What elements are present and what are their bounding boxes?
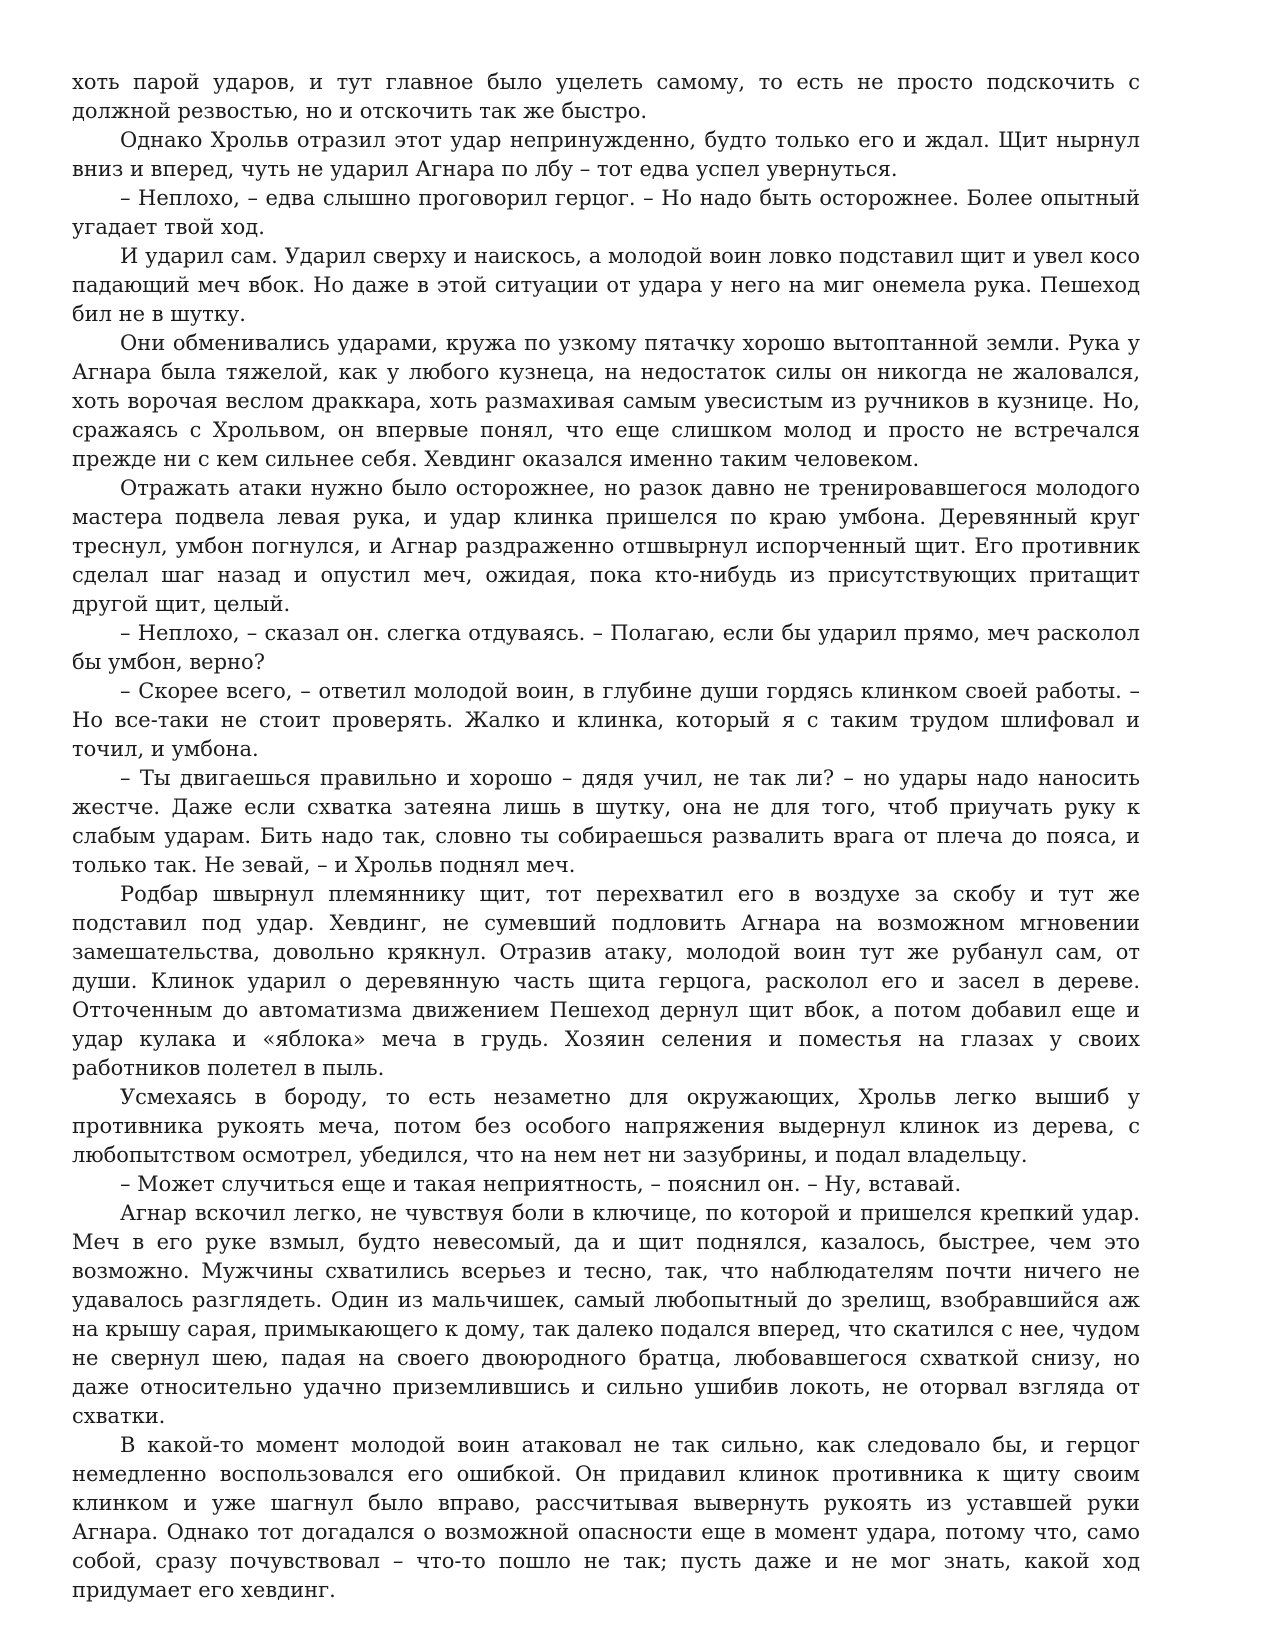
paragraph-1: хоть парой ударов, и тут главное было уцелеть самому, то есть не просто подскочить с должной резвостью, но и отскочить так же быстро. [72,70,1140,123]
paragraph-4: И ударил сам. Ударил сверху и наискось, а молодой воин ловко подставил щит и увел косо падающий меч вбок. Но даже в этой ситуации от удара у него на миг онемела рука. Пешеход бил не в шутку. [72,244,1140,326]
paragraph-5: Они обменивались ударами, кружа по узкому пятачку хорошо вытоптанной земли. Рука у Агнара была тяжелой, как у любого кузнеца, на недостаток силы он никогда не жаловался, хоть ворочая веслом драккара, хоть размахивая самым увесистым из ручников в кузнице. Но, сражаясь с Хрольвом, он впервые понял, что еще слишком молод и просто не встречался прежде ни с кем сильнее себя. Хевдинг оказался именно таким человеком. [72,331,1140,471]
paragraph-6: Отражать атаки нужно было осторожнее, но разок давно не тренировавшегося молодого мастера подвела левая рука, и удар клинка пришелся по краю умбона. Деревянный круг треснул, умбон погнулся, и Агнар раздраженно отшвырнул испорченный щит. Его противник сделал шаг назад и опустил меч, ожидая, пока кто-нибудь из присутствующих притащит другой щит, целый. [72,476,1140,616]
paragraph-10: Родбар швырнул племяннику щит, тот перехватил его в воздухе за скобу и тут же подставил под удар. Хевдинг, не сумевший подловить Агнара на возможном мгновении замешательства, довольно крякнул. Отразив атаку, молодой воин тут же рубанул сам, от души. Клинок ударил о деревянную часть щита герцога, расколол его и засел в дереве. Отточенным до автоматизма движением Пешеход дернул щит вбок, а потом добавил еще и удар кулака и «яблока» меча в грудь. Хозяин селения и поместья на глазах у своих работников полетел в пыль. [72,882,1140,1080]
paragraph-3: – Неплохо, – едва слышно проговорил герцог. – Но надо быть осторожнее. Более опытный угадает твой ход. [72,186,1140,239]
paragraph-12: – Может случиться еще и такая неприятность, – пояснил он. – Ну, вставай. [120,1172,962,1196]
page-body [72,68,1140,1605]
paragraph-9: – Ты двигаешься правильно и хорошо – дядя учил, не так ли? – но удары надо наносить жестче. Даже если схватка затеяна лишь в шутку, она не для того, чтоб приучать руку к слабым ударам. Бить надо так, словно ты собираешься развалить врага от плеча до пояса, и только так. Не зевай, – и Хрольв поднял меч. [72,766,1140,877]
paragraph-13: Агнар вскочил легко, не чувствуя боли в ключице, по которой и пришелся крепкий удар. Меч в его руке взмыл, будто невесомый, да и щит поднялся, казалось, быстрее, чем это возможно. Мужчины схватились всерьез и тесно, так, что наблюдателям почти ничего не удавалось разглядеть. Один из мальчишек, самый любопытный до зрелищ, взобравшийся аж на крышу сарая, примыкающего к дому, так далеко подался вперед, что скатился с нее, чудом не свернул шею, падая на своего двоюродного братца, любовавшегося схваткой снизу, но даже относительно удачно приземлившись и сильно ушибив локоть, не оторвал взгляда от схватки. [72,1201,1140,1428]
paragraph-2: Однако Хрольв отразил этот удар непринужденно, будто только его и ждал. Щит нырнул вниз и вперед, чуть не ударил Агнара по лбу – тот едва успел увернуться. [72,128,1140,181]
paragraph-7: – Неплохо, – сказал он. слегка отдуваясь. – Полагаю, если бы ударил прямо, меч расколол бы умбон, верно? [72,621,1140,674]
paragraph-11: Усмехаясь в бороду, то есть незаметно для окружающих, Хрольв легко вышиб у противника рукоять меча, потом без особого напряжения выдернул клинок из дерева, с любопытством осмотрел, убедился, что на нем нет ни зазубрины, и подал владельцу. [72,1085,1140,1167]
paragraph-8: – Скорее всего, – ответил молодой воин, в глубине души гордясь клинком своей работы. – Но все-таки не стоит проверять. Жалко и клинка, который я с таким трудом шлифовал и точил, и умбона. [72,679,1140,761]
paragraph-14: В какой-то момент молодой воин атаковал не так сильно, как следовало бы, и герцог немедленно воспользовался его ошибкой. Он придавил клинок противника к щиту своим клинком и уже шагнул было вправо, рассчитывая вывернуть рукоять из уставшей руки Агнара. Однако тот догадался о возможной опасности еще в момент удара, потому что, само собой, сразу почувствовал – что-то пошло не так; пусть даже и не мог знать, какой ход придумает его хевдинг. [72,1433,1140,1602]
